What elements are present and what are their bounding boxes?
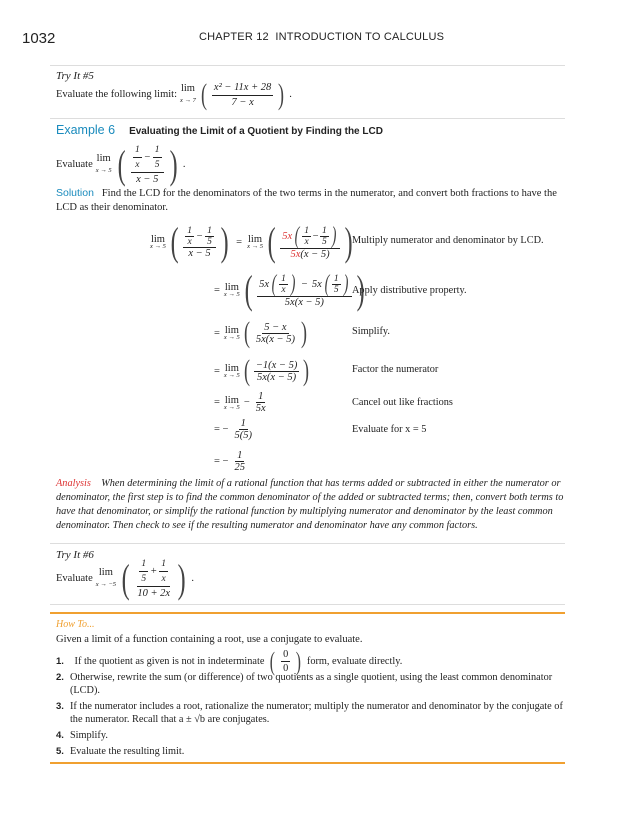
howto-intro: Given a limit of a function containing a root, use a conjugate to evaluate. xyxy=(56,634,363,645)
example-title: Evaluating the Limit of a Quotient by Finding the LCD xyxy=(129,126,383,137)
step-4-description: Factor the numerator xyxy=(352,364,439,375)
try-it-6-problem: Evaluate lim x → −5 ( $\frac{1}{5}$ + $\frac{1}{x}$ 10 + 2x ) . xyxy=(56,556,195,601)
solution-text: Find the LCD for the denominators of the two terms in the numerator, and convert both fractions to have the LCD as their denominator. xyxy=(56,188,557,213)
howto-label: How To... xyxy=(56,619,95,630)
math-step-7: = − $\frac{1}{25}$ xyxy=(214,450,245,473)
try-it-6-prompt: Evaluate xyxy=(56,573,93,584)
fraction: $\frac{\text{x² − 11x + 28}}{7 - x}$ xyxy=(213,81,272,108)
math-step-4: = lim x → 5 ( $\frac{-1(x - 5)}{5x(x - 5)}$ ) xyxy=(214,354,310,387)
divider xyxy=(50,65,565,66)
math-step-1: lim x → 5 ( $\frac{1}{x}$ − $\frac{1}{5}$ x − 5 ) = lim x → 5 ( 5x ( $\frac{1}{x}$ − $\frac{1}{5}$ ) 5x(x − 5) ) xyxy=(150,219,353,264)
analysis-paragraph xyxy=(56,477,566,533)
howto-step-5: 5. Evaluate the resulting limit. xyxy=(56,746,185,757)
step-6-description: Evaluate for x = 5 xyxy=(352,424,427,435)
example-label: Example 6 xyxy=(56,123,116,137)
limit-operator: lim x → −5 xyxy=(95,567,117,588)
complex-fraction: $\frac{1}{x}$ − $\frac{1}{5}$ x − 5 xyxy=(131,143,164,187)
step-5-description: Cancel out like fractions xyxy=(352,397,453,408)
chapter-label: CHAPTER 12 xyxy=(199,31,269,43)
limit-operator: lim x → 5 xyxy=(95,153,112,174)
howto-bottom-bar xyxy=(50,762,565,764)
limit-operator: lim x → 7 xyxy=(180,83,196,104)
analysis-label: Analysis xyxy=(56,478,91,489)
math-step-6: = − $\frac{1}{5(5)}$ xyxy=(214,418,252,441)
math-step-3: = lim x → 5 ( $\frac{5 - x}{5x(x - 5)}$ ) xyxy=(214,316,307,349)
step-2-description: Apply distributive property. xyxy=(352,285,467,296)
howto-step-2: 2. Otherwise, rewrite the sum (or difference) of two quotients as a single quotient, using the least common denominator (LCD). xyxy=(56,672,553,696)
step-3-description: Simplify. xyxy=(352,326,390,337)
try-it-5-prompt: Evaluate the following limit: xyxy=(56,89,178,100)
divider xyxy=(50,543,565,544)
solution-paragraph xyxy=(56,186,566,215)
howto-top-bar xyxy=(50,612,565,614)
step-1-description: Multiply numerator and denominator by LCD. xyxy=(352,235,544,246)
divider xyxy=(50,604,565,605)
chapter-header xyxy=(199,31,444,43)
solution-label: Solution xyxy=(56,187,94,199)
try-it-6-label: Try It #6 xyxy=(56,549,94,561)
try-it-5-problem: Evaluate the following limit: lim x → 7 ( $\frac{\text{x² − 11x + 28}}{7 - x}$ ) . xyxy=(56,78,292,111)
example-prompt: Evaluate xyxy=(56,159,93,170)
math-step-2: = lim x → 5 ( 5x ( $\frac{1}{x}$ ) − 5x ( $\frac{1}{5}$ ) 5x(x − 5) ) xyxy=(214,267,365,312)
chapter-title: INTRODUCTION TO CALCULUS xyxy=(275,31,445,43)
math-step-5: = lim x → 5 − $\frac{1}{5x}$ xyxy=(214,391,266,414)
analysis-text: When determining the limit of a rational function that has terms added or subtracted in either the numerator or denominator, the first step is to find the common denominator of the added or subtracted terms; then, convert both terms to have that denominator, or simplify the rational function by multiplying numerator and denominator by the least common denominator. Then check to see if the resulting numerator and denominator have any common factors. xyxy=(56,478,564,531)
howto-step-1: 1. If the quotient as given is not in indeterminate ( $\frac{0}{0}$ ) form, evaluate directly. xyxy=(56,646,403,676)
divider xyxy=(50,118,565,119)
howto-step-4: 4. Simplify. xyxy=(56,730,108,741)
example-6-heading xyxy=(56,123,383,137)
howto-step-3: 3. If the numerator includes a root, rationalize the numerator; multiply the numerator and denominator by the conjugate of the numerator. Recall that a ± √b are conjugates. xyxy=(56,701,563,725)
try-it-5-label: Try It #5 xyxy=(56,70,94,82)
example-6-problem: Evaluate lim x → 5 ( $\frac{1}{x}$ − $\frac{1}{5}$ x − 5 ) . xyxy=(56,142,186,187)
page-number: 1032 xyxy=(22,30,56,47)
